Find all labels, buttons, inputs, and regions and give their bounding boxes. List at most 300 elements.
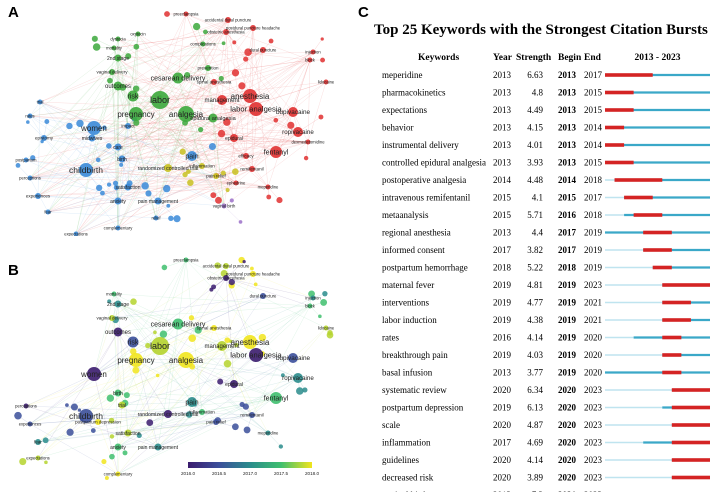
row-keyword: systematic review [382,385,447,395]
network-node [91,428,96,433]
network-node [230,198,234,202]
burst-bar [605,143,624,147]
row-year: 2019 [493,297,511,308]
row-begin: 2017 [558,227,576,238]
network-node-label: preeclampsia [173,257,199,263]
burst-row [382,70,710,80]
row-keyword: meperidine [382,70,423,80]
network-node [163,185,170,192]
row-begin: 2020 [558,472,576,483]
network-node-label: risk [127,339,139,347]
network-node-label: fear [34,439,42,445]
cooccurrence-network-b [8,252,340,488]
row-begin: 2019 [558,280,576,290]
network-node-label: fear [44,209,52,215]
network-node [66,123,72,129]
network-node-label: perceptions [15,403,37,409]
burst-bar [605,161,634,165]
row-keyword: postpartum depression [382,402,464,413]
network-node-label: postpartum depression [75,419,121,425]
row-year: 2017 [493,245,511,255]
row-begin: 2020 [558,385,576,395]
row-strength: 4.87 [527,420,543,430]
network-node-label: injection [305,295,321,301]
row-begin: 2020 [558,455,576,465]
network-node [224,360,232,368]
row-keyword: pharmacokinetics [382,87,446,98]
burst-bar [634,213,663,217]
citation-burst-table [380,48,714,492]
row-keyword [382,490,428,492]
network-edges [26,260,326,477]
network-b-canvas [8,252,340,488]
row-keyword: decreased risk [382,472,434,483]
network-node-label: epidural analgesia [190,115,236,122]
network-node [162,265,168,271]
row-year: 2020 [493,455,511,465]
row-keyword: maternal fever [382,280,435,290]
network-node-label: block [305,57,315,63]
burst-row [382,333,710,343]
network-node [266,195,271,200]
network-node-label: postdural puncture headache [225,25,281,31]
panel-letter-a: A [8,4,19,21]
network-node-label: bupivacaine [275,355,311,363]
network-node [101,459,106,464]
network-node-label: satisfaction [115,430,141,437]
row-strength: 6.63 [527,70,543,80]
row-year: 2013 [493,122,511,133]
network-node-label: efficacy [238,153,254,159]
burst-row [382,105,710,115]
network-node-label: pain relief [206,419,226,425]
row-keyword: rates [382,332,399,343]
network-node [43,437,49,443]
network-node [168,216,173,221]
row-year: 2015 [493,192,511,203]
row-strength: 4.01 [527,140,543,150]
row-year: 2013 [493,87,511,98]
row-begin: 2019 [558,350,576,360]
row-year: 2013 [493,140,511,150]
network-node [66,429,73,436]
row-end: 2023 [584,455,602,465]
burst-row [382,228,710,238]
burst-bar [643,248,672,252]
row-keyword: basal infusion [382,367,433,378]
row-end: 2020 [584,367,602,378]
network-node-label: labor analgesia [230,104,282,114]
burst-row [382,210,710,220]
network-node-label: fentanyl [263,149,289,157]
network-node [19,458,26,465]
network-node-label: pain relief [206,173,226,179]
network-node [146,419,153,426]
row-year: 2013 [493,227,511,238]
row-end [584,490,603,492]
network-node [107,78,113,84]
row-year: 2019 [493,402,511,413]
row-begin: 2019 [558,297,576,308]
row-begin: 2016 [558,210,576,220]
row-keyword: inflammation [382,437,431,448]
panel-letter-c: C [358,4,369,21]
network-node-label: mortality [106,45,122,51]
row-year: 2015 [493,210,511,220]
network-node-label: labor [149,341,171,352]
network-node-label: bupivacaine [275,109,311,117]
row-begin: 2017 [558,245,576,255]
row-strength: 4.8 [531,87,543,98]
row-begin: 2013 [558,105,576,115]
row-keyword: metaanalysis [382,210,429,220]
network-edge [122,402,192,405]
network-edge [168,260,186,414]
colorbar-tick-label: 2016.5 [211,471,227,476]
burst-row [382,280,710,290]
burst-bar [672,388,710,392]
network-node [173,215,180,222]
row-end: 2018 [584,175,602,185]
row-begin [558,490,577,492]
burst-row [382,350,710,360]
network-node-label: ropivacaine [282,129,314,137]
colorbar-gradient [188,462,312,468]
row-end: 2019 [584,245,602,255]
network-node-label: ephedrine [226,180,246,186]
network-node-label: midwives [81,135,103,142]
row-keyword: postpartum hemorrhage [382,262,468,273]
network-node [254,282,258,286]
network-node-label: satisfaction [115,184,141,191]
burst-bar [605,108,634,112]
network-node [209,143,216,150]
header-keywords: Keywords [418,53,460,63]
header-begin: Begin [558,53,582,63]
network-node-label: impact [121,123,135,129]
row-strength: 4.15 [527,122,543,133]
network-node-label: postdural puncture headache [225,271,281,277]
network-node-label: ropivacaine [282,375,314,383]
row-strength: 4.77 [527,297,543,308]
network-node-label: accidental dural puncture [202,263,250,269]
network-node-label: remifentanil [240,412,264,418]
row-end: 2021 [584,297,602,308]
row-keyword: scale [382,420,400,430]
burst-row [382,298,710,308]
row-strength: 5.71 [527,210,543,220]
network-node [189,315,194,320]
header-timeline: 2013 - 2023 [634,53,681,63]
network-node [145,190,151,196]
burst-row [382,420,710,430]
network-node [226,188,230,192]
network-edge [94,332,118,374]
network-node [182,172,187,177]
network-node-label: pregnancy [117,109,155,119]
network-node-label: complementary [103,471,133,477]
row-strength: 3.77 [527,367,543,378]
row-year: 2013 [493,367,511,378]
network-node-label: experiences [25,193,51,199]
network-node-label: meperidine [257,430,279,436]
network-node [224,337,230,343]
network-node [100,191,105,196]
row-end: 2023 [584,280,602,290]
row-end: 2021 [584,315,602,325]
panel-letter-b: B [8,262,19,279]
network-node-label: epistomy [34,135,54,141]
row-end: 2019 [584,262,602,273]
network-node-label: spinal anesthesia [196,79,232,85]
row-strength: 4.14 [527,455,543,465]
network-node-label: pain management [137,198,179,205]
network-node-label: lidocaine [317,325,335,331]
row-end: 2015 [584,157,602,168]
row-strength: 3.93 [527,157,543,168]
network-node [93,43,101,51]
row-year: 2019 [493,315,511,325]
network-node [119,163,123,167]
burst-row [382,473,710,483]
network-node-label: lidocaine [317,79,335,85]
network-node [239,220,243,224]
burst-row [382,403,710,413]
network-node-label: dystocia [110,36,126,42]
network-node [188,334,196,342]
row-strength: 4.81 [527,280,543,290]
burst-bar [615,178,663,182]
network-node [250,267,254,271]
row-strength: 4.38 [527,315,543,325]
network-node-label: rates [25,113,35,119]
network-node [130,298,137,305]
network-node [71,404,78,411]
network-node [244,426,251,433]
network-node-label: childbirth [68,164,104,175]
row-strength: 3.82 [527,245,543,255]
row-begin: 2020 [558,402,576,413]
network-node-label: epidural [225,135,243,142]
row-strength: 3.89 [527,472,543,483]
network-node-label: care [113,144,123,151]
network-node-label: inflammation [189,163,215,169]
network-node [232,69,239,76]
burst-row [382,245,710,255]
network-node-label: obstetric anesthesia [207,29,245,35]
network-node-label: accidental dural puncture [204,17,252,23]
network-edge [26,342,250,406]
row-end: 2015 [584,87,602,98]
network-edge [38,102,40,196]
row-year [493,490,512,492]
network-node-label: birth [113,390,123,397]
network-node [96,185,102,191]
network-node-label: pregnancy [117,355,155,365]
burst-bar [662,371,681,375]
row-end: 2023 [584,472,602,483]
burst-bar [672,476,710,480]
network-node-label: spinal anesthesia [196,325,232,331]
network-node-label: dural puncture [249,293,277,299]
row-end: 2014 [584,140,602,150]
row-year: 2020 [493,420,511,430]
network-a-canvas [8,6,340,236]
network-node-label: epidural [225,381,243,388]
network-node [105,476,109,480]
network-node [109,454,115,460]
network-node-label: risk [127,93,139,101]
network-node-label: vaginal delivery [96,69,128,75]
year-colorbar [181,462,319,476]
network-node-label: vaginal delivery [96,315,128,321]
row-end: 2023 [584,420,602,430]
burst-row [382,438,710,448]
network-node [232,423,239,430]
network-node-label: pain management [137,444,179,451]
row-strength: 4.69 [527,437,543,448]
colorbar-tick-label: 2016.0 [180,471,196,476]
burst-row [382,368,710,378]
network-node-label: labor [149,95,171,106]
network-node [133,44,139,50]
network-node-label: outcomes [104,330,132,337]
colorbar-tick-label: 2017.5 [273,471,289,476]
network-node-label: inflammation [189,409,215,415]
network-node [92,36,98,42]
network-node-label: dural puncture [249,47,277,53]
row-strength [532,490,544,492]
row-begin: 2013 [558,70,576,80]
row-end: 2023 [584,437,602,448]
row-year: 2020 [493,472,511,483]
network-node [187,179,194,186]
network-node-label: oxytocin [130,31,146,37]
network-node [107,183,111,187]
burst-row [382,315,710,325]
row-keyword: instrumental delivery [382,140,459,150]
network-node-label: anesthesia [230,91,270,101]
network-node [320,58,325,63]
network-node [123,450,128,455]
burst-row [382,123,710,133]
burst-row [382,263,710,273]
burst-bar [672,441,710,445]
network-node-label: management [204,344,240,351]
network-node-label: women [81,369,107,379]
network-node [14,412,22,420]
network-edge [118,304,128,433]
network-node-label: vaginal birth [212,203,236,209]
burst-bar [653,266,672,270]
network-node-label: prevention [197,65,219,71]
row-strength: 4.4 [531,227,543,238]
row-end: 2020 [584,332,602,343]
network-node-label: trial [36,99,44,105]
burst-bar [662,301,691,305]
network-node-label: management [204,98,240,105]
network-node [44,461,48,465]
row-begin: 2020 [558,420,576,430]
row-keyword: controlled epidural analgesia [382,157,486,168]
header-strength: Strength [516,53,552,63]
burst-bar [672,458,710,462]
header-end: End [584,53,601,63]
row-strength: 4.1 [531,192,543,203]
row-begin: 2018 [558,262,576,273]
row-begin: 2013 [558,122,576,133]
row-begin: 2019 [558,315,576,325]
row-keyword: postoperative analgesia [382,175,467,185]
row-end: 2014 [584,122,602,133]
network-node-label: complications [190,41,216,47]
network-node-label: pain [185,153,199,161]
network-node-label: birth [117,156,127,163]
burst-bar [662,336,681,340]
burst-bar [662,318,691,322]
row-end: 2017 [584,192,602,203]
row-year: 2013 [493,105,511,115]
network-node [217,379,223,385]
network-node-label: 2nd stage [107,301,129,308]
network-edge [293,328,326,358]
network-node-label: analgesia [168,109,204,119]
network-node-label: anesthesia [230,337,270,347]
burst-chart-title: Top 25 Keywords with the Strongest Citation Bursts [374,22,708,38]
burst-bar [662,283,710,287]
row-year: 2013 [493,70,511,80]
network-node [243,56,248,61]
network-node-label: obstetric anesthesia [207,275,245,281]
network-node [318,115,323,120]
network-node-label: randomized controlled trial [137,165,199,172]
network-node-label: experiences [18,421,42,427]
network-node [276,197,282,203]
row-keyword: regional anesthesia [382,227,451,238]
network-node [321,37,324,40]
network-node-label: dexmedetomidine [291,139,325,145]
burst-bar [672,423,710,427]
network-node [16,163,21,168]
network-node [322,291,327,296]
row-begin: 2019 [558,367,576,378]
network-node [164,11,170,17]
network-node-label: anxiety [110,198,126,205]
cooccurrence-network-a [8,6,340,236]
burst-row [382,88,710,98]
burst-bar [662,353,681,357]
network-node [238,82,245,89]
row-end: 2017 [584,70,602,80]
row-year: 2017 [493,437,511,448]
network-node [304,156,308,160]
network-node-label: anxiety [110,444,126,451]
network-node [274,118,279,123]
network-node [124,392,130,398]
row-year: 2020 [493,385,511,395]
row-keyword: guidelines [382,455,419,465]
network-node [320,299,327,306]
colorbar-tick-label: 2017.0 [242,471,258,476]
row-end: 2020 [584,350,602,360]
network-node [106,143,112,149]
row-year: 2018 [493,262,511,273]
network-node-label: labor analgesia [230,350,282,360]
network-node [279,444,283,448]
row-strength: 4.48 [527,175,543,185]
colorbar-tick-label: 2018.0 [304,471,320,476]
burst-bar [643,231,672,235]
